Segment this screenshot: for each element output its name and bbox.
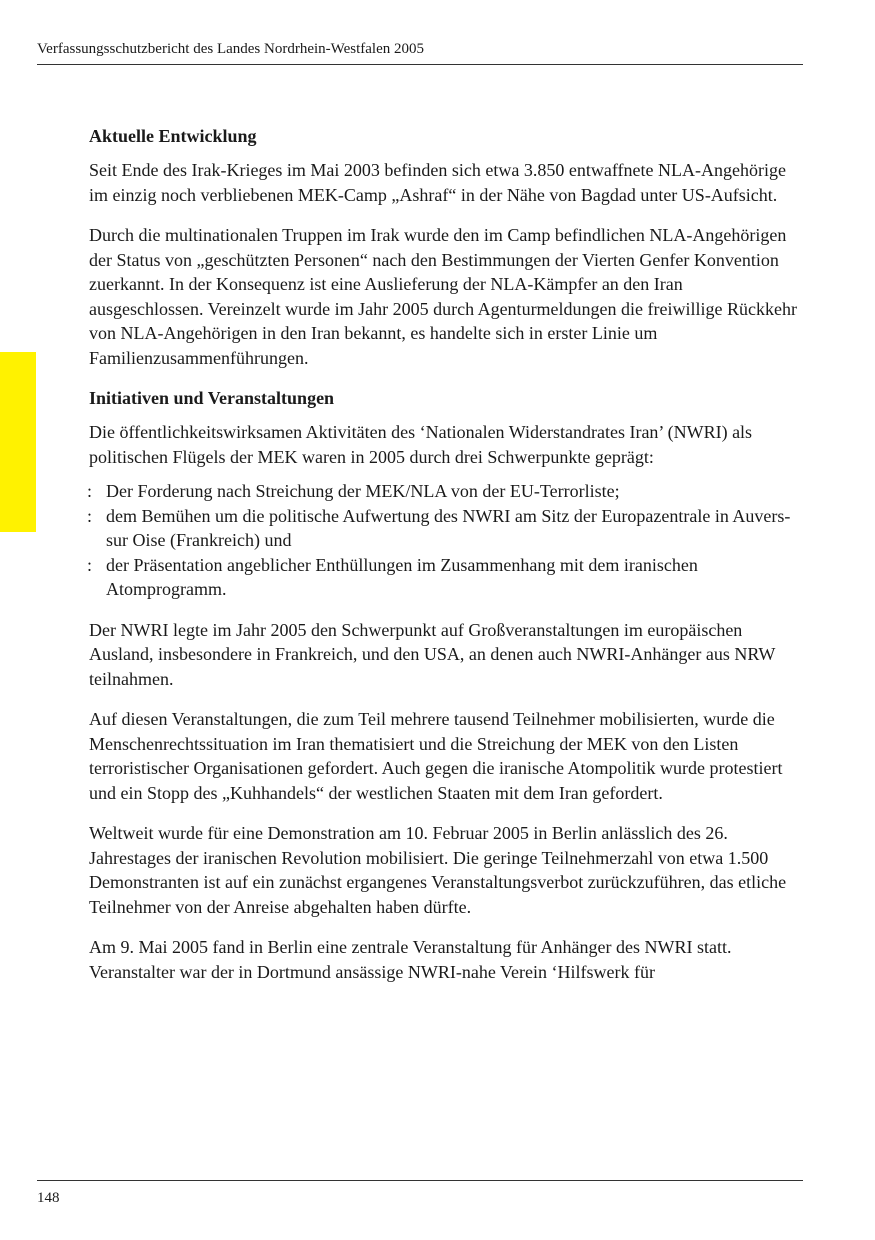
paragraph: Seit Ende des Irak-Krieges im Mai 2003 befinden sich etwa 3.850 entwaffnete NLA-Angehörige im einzig noch verbliebenen MEK-Camp „Ashraf“ in der Nähe von Bagdad unter US-Aufsicht. bbox=[89, 160, 786, 205]
page-header bbox=[37, 40, 803, 65]
chapter-side-marker bbox=[0, 352, 36, 532]
page-number: 148 bbox=[37, 1190, 60, 1206]
paragraph: Die öffentlichkeitswirksamen Aktivitäten des ‘Nationalen Widerstandrates Iran’ (NWRI) als politischen Flügels der MEK waren in 2005 durch drei Schwerpunkte geprägt: bbox=[89, 422, 753, 467]
focus-list bbox=[89, 479, 801, 602]
main-content bbox=[89, 124, 801, 1000]
paragraph: Durch die multinationalen Truppen im Irak wurde den im Camp befindlichen NLA-Angehörigen der Status von „geschützten Personen“ nach den Bestimmungen der Vierten Genfer Konvention zuerkannt. In der Konsequenz ist eine Auslieferung der NLA-Kämpfer an den Iran ausgeschlossen. Vereinzelt wurde im Jahr 2005 durch Agenturmeldungen die freiwillige Rückkehr von NLA-Angehörigen in den Iran bekannt, es handelte sich in erster Linie um Familienzusammenführungen. bbox=[89, 225, 797, 368]
header-title: Verfassungsschutzbericht des Landes Nordrhein-Westfalen 2005 bbox=[37, 41, 425, 57]
paragraph: Der NWRI legte im Jahr 2005 den Schwerpunkt auf Großveranstaltungen im europäischen Ausland, insbesondere in Frankreich, und den USA, an denen auch NWRI-Anhänger aus NRW teilnahmen. bbox=[89, 619, 776, 689]
section-heading-current: Aktuelle Entwicklung bbox=[89, 126, 257, 146]
list-bullet: : bbox=[87, 554, 93, 575]
paragraph: Auf diesen Veranstaltungen, die zum Teil mehrere tausend Teilnehmer mobilisierten, wurde die Menschenrechtssituation im Iran thematisiert und die Streichung der MEK von den Listen terroristischer Organisationen gefordert. Auch gegen die iranische Atompolitik wurde protestiert und ein Stopp des „Kuhhandels“ der westlichen Staaten mit dem Iran gefordert. bbox=[89, 709, 783, 803]
footer-divider bbox=[37, 1180, 803, 1181]
list-item-text: der Präsentation angeblicher Enthüllungen im Zusammenhang mit dem iranischen Atomprogramm. bbox=[106, 554, 698, 599]
list-item bbox=[89, 553, 801, 602]
list-item-text: Der Forderung nach Streichung der MEK/NLA von der EU-Terrorliste; bbox=[106, 481, 620, 501]
list-item-text: dem Bemühen um die politische Aufwertung des NWRI am Sitz der Europazentrale in Auvers-sur Oise (Frankreich) und bbox=[106, 505, 791, 550]
list-bullet: : bbox=[87, 505, 93, 526]
paragraph: Weltweit wurde für eine Demonstration am 10. Februar 2005 in Berlin anlässlich des 26. Jahrestages der iranischen Revolution mobilisiert. Die geringe Teilnehmerzahl von etwa 1.500 Demonstranten ist auf ein zunächst ergangenes Veranstaltungsverbot zurückzuführen, das etliche Teilnehmer von der Anreise abgehalten haben dürfte. bbox=[89, 823, 787, 917]
list-bullet: : bbox=[87, 481, 93, 501]
section-heading-initiatives: Initiativen und Veranstaltungen bbox=[89, 388, 335, 408]
list-item bbox=[89, 504, 801, 553]
paragraph: Am 9. Mai 2005 fand in Berlin eine zentrale Veranstaltung für Anhänger des NWRI statt. Veranstalter war der in Dortmund ansässige NWRI-nahe Verein ‘Hilfswerk für bbox=[89, 937, 732, 982]
list-item bbox=[89, 479, 801, 504]
